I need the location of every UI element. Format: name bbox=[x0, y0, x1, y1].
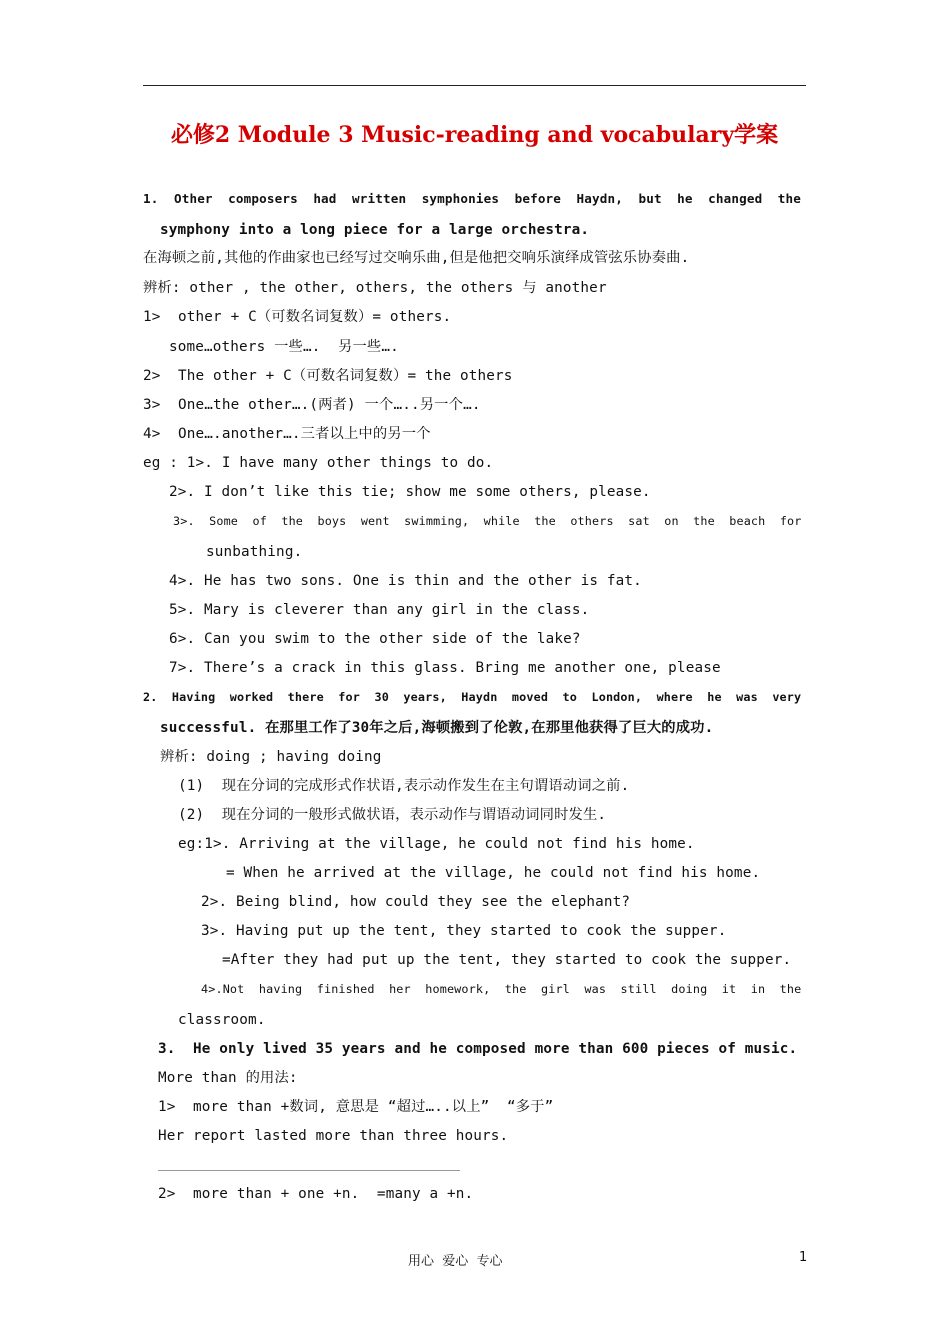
usage-2: 2> more than + one +n. =many a +n. bbox=[158, 1186, 474, 1202]
rule-3: 3> One…the other….(两者) 一个…..另一个…. bbox=[143, 397, 481, 413]
rule-2: 2> The other + C（可数名词复数）= the others bbox=[143, 368, 513, 384]
sentence-3: 3. He only lived 35 years and he composed more than 600 pieces of music. bbox=[158, 1041, 798, 1057]
sentence-1-line-2: symphony into a long piece for a large orchestra. bbox=[160, 222, 590, 238]
example-2-3: 3>. Having put up the tent, they started to cook the supper. bbox=[201, 923, 727, 939]
example-2-3-rewrite: =After they had put up the tent, they started to cook the supper. bbox=[222, 952, 792, 968]
usage-1: 1> more than +数词, 意思是 “超过…..以上” “多于” bbox=[158, 1099, 554, 1115]
example-4: 4>. He has two sons. One is thin and the other is fat. bbox=[169, 573, 642, 589]
sentence-2-line-2: successful. 在那里工作了30年之后,海顿搬到了伦敦,在那里他获得了巨大的成功. bbox=[160, 720, 714, 736]
example-2-2: 2>. Being blind, how could they see the elephant? bbox=[201, 894, 631, 910]
example-2-1-rewrite: = When he arrived at the village, he could not find his home. bbox=[226, 865, 761, 881]
rule-1: 1> other + C（可数名词复数）= others. bbox=[143, 309, 452, 325]
footnote-separator bbox=[158, 1170, 460, 1171]
usage-1-example: Her report lasted more than three hours. bbox=[158, 1128, 509, 1144]
example-3-line-1: 3>. Some of the boys went swimming, while the others sat on the beach for bbox=[173, 514, 802, 528]
rule-1-note: some…others 一些…. 另一些…. bbox=[169, 339, 399, 355]
example-5: 5>. Mary is cleverer than any girl in the class. bbox=[169, 602, 590, 618]
example-2-4-line-2: classroom. bbox=[178, 1012, 266, 1028]
sentence-1-line-1: 1. Other composers had written symphonies before Haydn, but he changed the bbox=[143, 191, 802, 206]
example-6: 6>. Can you swim to the other side of the lake? bbox=[169, 631, 581, 647]
sentence-1-translation: 在海顿之前,其他的作曲家也已经写过交响乐曲,但是他把交响乐演绎成管弦乐协奏曲. bbox=[143, 250, 690, 266]
point-1: (1) 现在分词的完成形式作状语,表示动作发生在主句谓语动词之前. bbox=[178, 778, 630, 794]
sentence-2-line-1: 2. Having worked there for 30 years, Haydn moved to London, where he was very bbox=[143, 690, 802, 704]
example-2: 2>. I don’t like this tie; show me some others, please. bbox=[169, 484, 651, 500]
page-title: 必修2 Module 3 Music-reading and vocabulary学案 bbox=[170, 122, 779, 148]
usage-heading: More than 的用法: bbox=[158, 1070, 298, 1086]
point-2: (2) 现在分词的一般形式做状语，表示动作与谓语动词同时发生. bbox=[178, 807, 607, 823]
rule-4: 4> One….another….三者以上中的另一个 bbox=[143, 426, 431, 442]
example-1: eg : 1>. I have many other things to do. bbox=[143, 455, 494, 471]
footer-motto: 用心 爱心 专心 bbox=[408, 1254, 503, 1269]
analysis-heading-1: 辨析: other , the other, others, the others 与 another bbox=[143, 280, 607, 296]
example-3-line-2: sunbathing. bbox=[206, 544, 303, 560]
example-2-4-line-1: 4>.Not having finished her homework, the girl was still doing it in the bbox=[201, 982, 802, 996]
header-rule bbox=[143, 85, 806, 86]
example-7: 7>. There’s a crack in this glass. Bring me another one, please bbox=[169, 660, 721, 676]
analysis-heading-2: 辨析: doing ; having doing bbox=[160, 749, 382, 765]
page-number: 1 bbox=[799, 1250, 808, 1265]
example-2-1: eg:1>. Arriving at the village, he could not find his home. bbox=[178, 836, 695, 852]
